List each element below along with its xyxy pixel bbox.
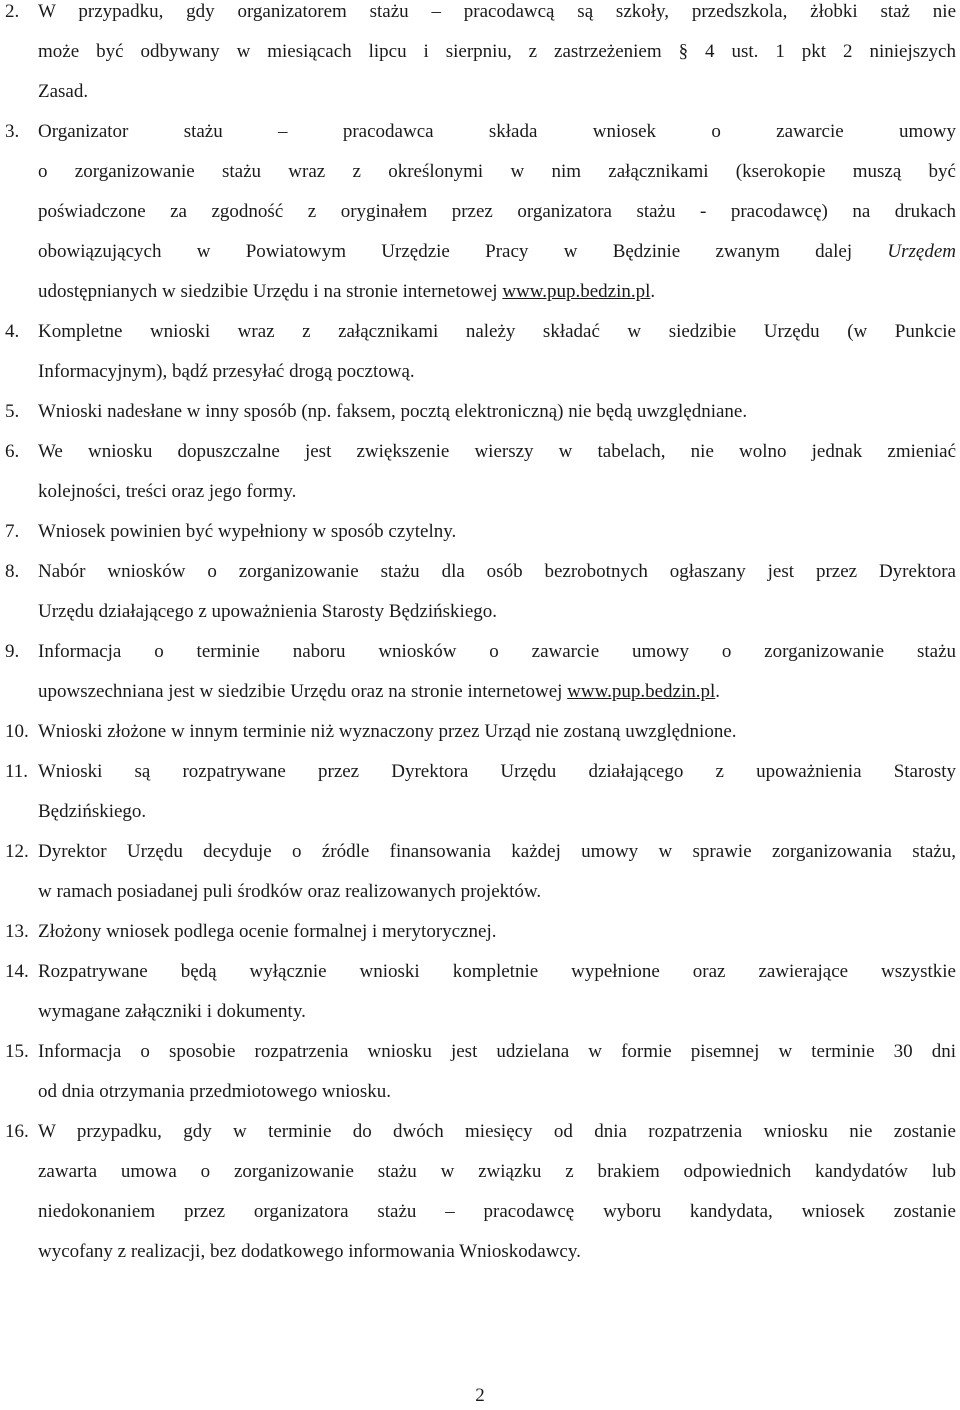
website-link[interactable]: www.pup.bedzin.pl	[567, 681, 716, 702]
list-item	[0, 632, 958, 712]
list-item	[0, 952, 958, 1032]
text-line: upowszechniana jest w siedzibie Urzędu oraz na stronie internetowej www.pup.bedzin.pl.	[38, 681, 721, 702]
list-item-number: 15.	[5, 1041, 29, 1062]
list-item-number: 6.	[5, 441, 20, 462]
list-item	[0, 1112, 958, 1272]
list-item	[0, 312, 958, 392]
text-line: Wniosek powinien być wypełniony w sposób czytelny.	[38, 521, 457, 542]
list-item-text	[38, 752, 956, 832]
text-line: udostępnianych w siedzibie Urzędu i na stronie internetowej www.pup.bedzin.pl.	[38, 281, 656, 302]
list-item-number: 10.	[5, 721, 29, 742]
text-line: niedokonaniem przez organizatora stażu – pracodawcę wyboru kandydata, wniosek zostanie	[38, 1201, 956, 1222]
list-item-number: 5.	[5, 401, 20, 422]
list-item-number: 11.	[5, 761, 29, 782]
text-line: Wnioski są rozpatrywane przez Dyrektora Urzędu działającego z upoważnienia Starosty	[38, 761, 956, 782]
list-item-text	[38, 712, 956, 752]
list-item-number: 14.	[5, 961, 29, 982]
list-item-text	[38, 432, 956, 512]
text-line: Nabór wniosków o zorganizowanie stażu dla osób bezrobotnych ogłaszany jest przez Dyrektora	[38, 561, 956, 582]
text-line: Informacja o sposobie rozpatrzenia wniosku jest udzielana w formie pisemnej w terminie 30 dni	[38, 1041, 956, 1062]
list-item-number: 8.	[5, 561, 20, 582]
text-line: Wnioski nadesłane w inny sposób (np. faksem, pocztą elektroniczną) nie będą uwzględniane.	[38, 401, 748, 422]
text-line: w ramach posiadanej puli środków oraz realizowanych projektów.	[38, 881, 542, 902]
text-line: zawarta umowa o zorganizowanie stażu w związku z brakiem odpowiednich kandydatów lub	[38, 1161, 956, 1182]
list-item-number: 9.	[5, 641, 20, 662]
text-line: W przypadku, gdy organizatorem stażu – pracodawcą są szkoły, przedszkola, żłobki staż nie	[38, 1, 956, 22]
list-item-text	[38, 832, 956, 912]
text-line: kolejności, treści oraz jego formy.	[38, 481, 297, 502]
page-number: 2	[475, 1385, 485, 1406]
list-item-text	[38, 112, 956, 312]
list-item-number: 16.	[5, 1121, 29, 1142]
text-line: o zorganizowanie stażu wraz z określonymi w nim załącznikami (kserokopie muszą być	[38, 161, 956, 182]
text-line: Kompletne wnioski wraz z załącznikami należy składać w siedzibie Urzędu (w Punkcie	[38, 321, 956, 342]
list-item-number: 12.	[5, 841, 29, 862]
text-line: od dnia otrzymania przedmiotowego wniosku.	[38, 1081, 392, 1102]
text-line: We wniosku dopuszczalne jest zwiększenie wierszy w tabelach, nie wolno jednak zmieniać	[38, 441, 956, 462]
list-item-text	[38, 912, 956, 952]
list-item-number: 13.	[5, 921, 29, 942]
text-line: Informacja o terminie naboru wniosków o zawarcie umowy o zorganizowanie stażu	[38, 641, 956, 662]
list-item-text	[38, 952, 956, 1032]
text-line: Organizator stażu – pracodawca składa wniosek o zawarcie umowy	[38, 121, 956, 142]
italic-term: Urzędem	[887, 241, 956, 262]
list-item-text	[38, 632, 956, 712]
list-item-text	[38, 0, 956, 112]
text-line: Informacyjnym), bądź przesyłać drogą pocztową.	[38, 361, 415, 382]
text-line: obowiązujących w Powiatowym Urzędzie Pracy w Będzinie zwanym dalej Urzędem	[38, 241, 956, 262]
text-line: poświadczone za zgodność z oryginałem przez organizatora stażu - pracodawcę) na drukach	[38, 201, 956, 222]
list-item	[0, 752, 958, 832]
text-line: W przypadku, gdy w terminie do dwóch miesięcy od dnia rozpatrzenia wniosku nie zostanie	[38, 1121, 956, 1142]
list-item-text	[38, 312, 956, 392]
text-line: Zasad.	[38, 81, 89, 102]
text-line: Urzędu działającego z upoważnienia Starosty Będzińskiego.	[38, 601, 497, 622]
text-line: Rozpatrywane będą wyłącznie wnioski kompletnie wypełnione oraz zawierające wszystkie	[38, 961, 956, 982]
list-item-text	[38, 552, 956, 632]
list-item	[0, 712, 958, 752]
list-item-number: 2.	[5, 1, 20, 22]
list-item	[0, 552, 958, 632]
text-line: Wnioski złożone w innym terminie niż wyznaczony przez Urząd nie zostaną uwzględnione.	[38, 721, 737, 742]
list-item	[0, 512, 958, 552]
list-item-text	[38, 512, 956, 552]
text-line: Dyrektor Urzędu decyduje o źródle finansowania każdej umowy w sprawie zorganizowania stażu,	[38, 841, 956, 862]
list-item-number: 3.	[5, 121, 20, 142]
list-item-number: 4.	[5, 321, 20, 342]
text-line: Będzińskiego.	[38, 801, 147, 822]
list-item	[0, 832, 958, 912]
list-item	[0, 112, 958, 312]
list-item	[0, 0, 958, 112]
text-line: może być odbywany w miesiącach lipcu i sierpniu, z zastrzeżeniem § 4 ust. 1 pkt 2 niniejszych	[38, 41, 956, 62]
list-item-text	[38, 392, 956, 432]
text-line: Złożony wniosek podlega ocenie formalnej i merytorycznej.	[38, 921, 497, 942]
list-item	[0, 392, 958, 432]
list-item-text	[38, 1112, 956, 1272]
list-item-text	[38, 1032, 956, 1112]
website-link[interactable]: www.pup.bedzin.pl	[502, 281, 651, 302]
list-item	[0, 912, 958, 952]
text-line: wymagane załączniki i dokumenty.	[38, 1001, 306, 1022]
text-line: wycofany z realizacji, bez dodatkowego informowania Wnioskodawcy.	[38, 1241, 581, 1262]
list-item	[0, 1032, 958, 1112]
list-item	[0, 432, 958, 512]
list-item-number: 7.	[5, 521, 20, 542]
